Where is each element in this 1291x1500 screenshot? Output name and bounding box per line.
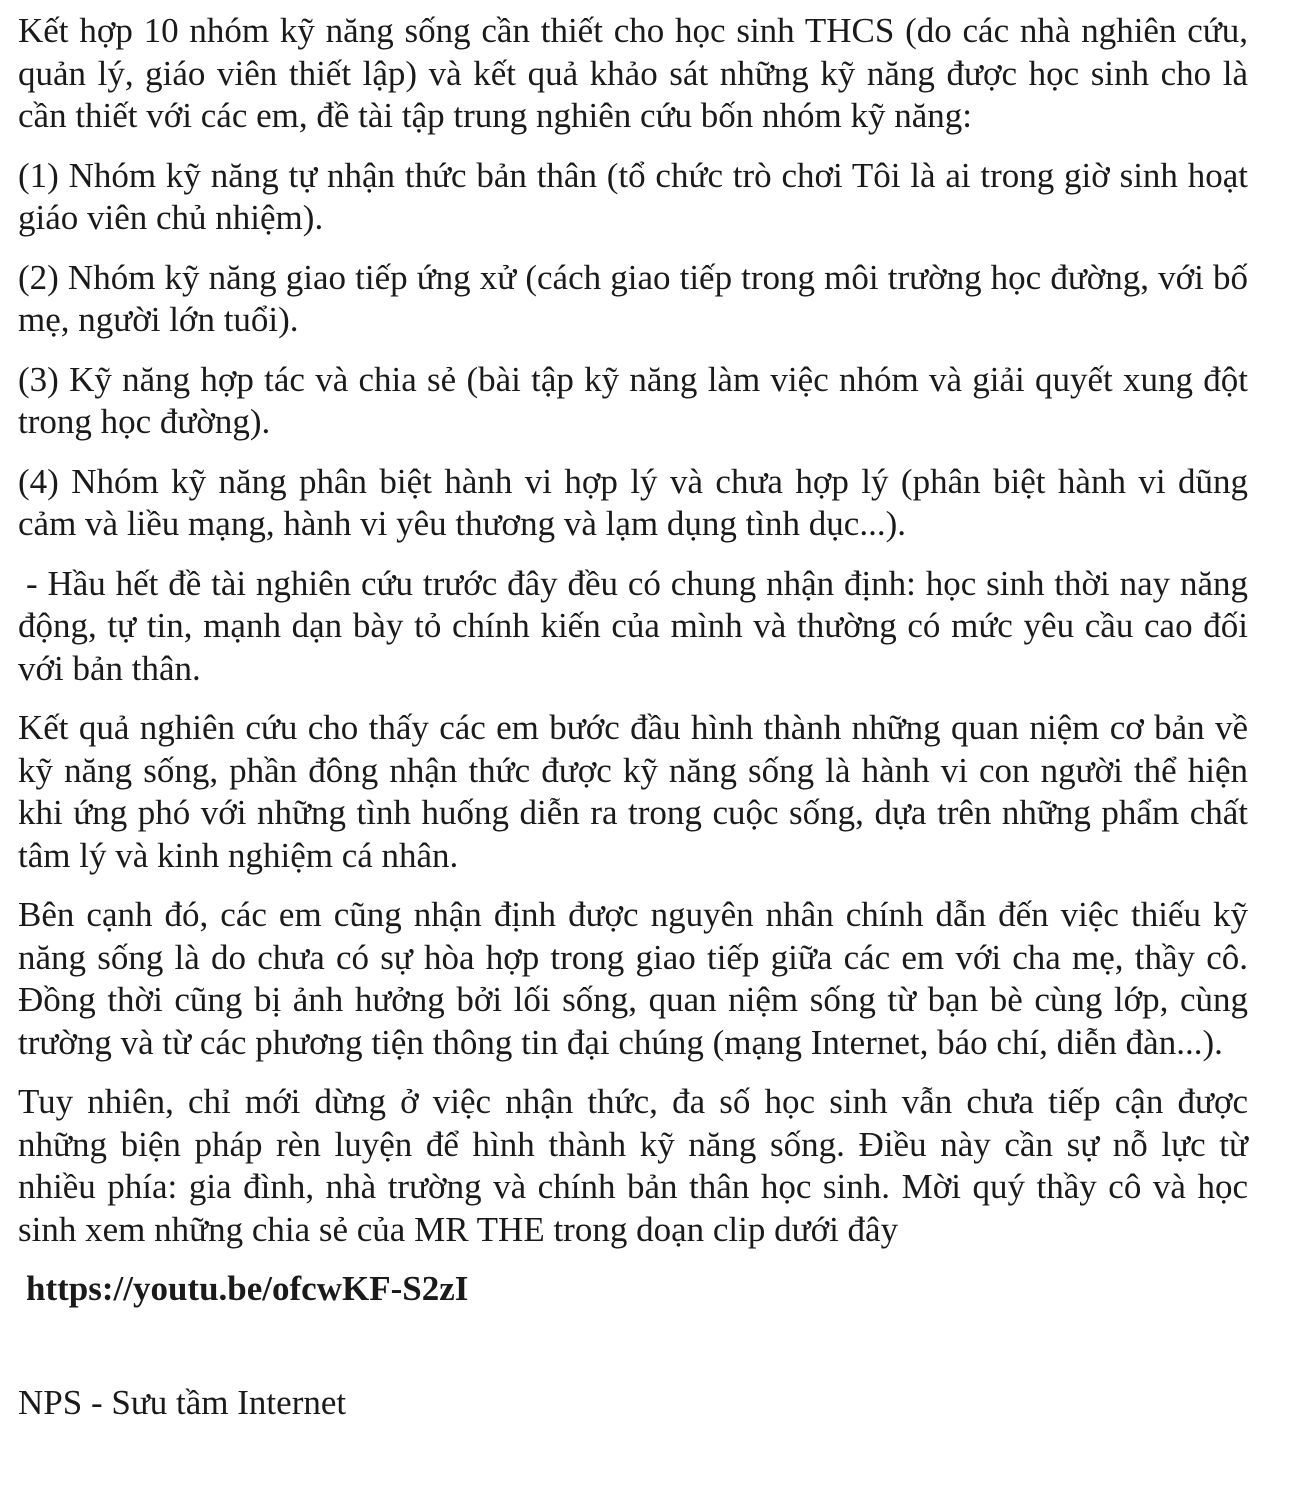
paragraph-skill-4: (4) Nhóm kỹ năng phân biệt hành vi hợp lý và chưa hợp lý (phân biệt hành vi dũng cảm và liều mạng, hành vi yêu thương và lạm dụng tình dục...). bbox=[18, 461, 1248, 543]
document-body bbox=[18, 10, 1248, 1424]
footer-source: NPS - Sưu tầm Internet bbox=[18, 1382, 347, 1422]
paragraph-skill-3: (3) Kỹ năng hợp tác và chia sẻ (bài tập kỹ năng làm việc nhóm và giải quyết xung đột trong học đường). bbox=[18, 359, 1248, 441]
paragraph-skill-1: (1) Nhóm kỹ năng tự nhận thức bản thân (tổ chức trò chơi Tôi là ai trong giờ sinh hoạt giáo viên chủ nhiệm). bbox=[18, 155, 1248, 237]
paragraph-conclusion: Tuy nhiên, chỉ mới dừng ở việc nhận thức, đa số học sinh vẫn chưa tiếp cận được những biện pháp rèn luyện để hình thành kỹ năng sống. Điều này cần sự nỗ lực từ nhiều phía: gia đình, nhà trường và chính bản thân học sinh. Mời quý thầy cô và học sinh xem những chia sẻ của MR THE trong doạn clip dưới đây bbox=[18, 1082, 1248, 1249]
paragraph-intro: Kết hợp 10 nhóm kỹ năng sống cần thiết cho học sinh THCS (do các nhà nghiên cứu, quản lý, giáo viên thiết lập) và kết quả khảo sát những kỹ năng được học sinh cho là cần thiết với các em, đề tài tập trung nghiên cứu bốn nhóm kỹ năng: bbox=[18, 11, 1248, 135]
paragraph-skill-2: (2) Nhóm kỹ năng giao tiếp ứng xử (cách giao tiếp trong môi trường học đường, với bố mẹ, người lớn tuổi). bbox=[18, 257, 1248, 339]
paragraph-prior-research: - Hầu hết đề tài nghiên cứu trước đây đều có chung nhận định: học sinh thời nay năng động, tự tin, mạnh dạn bày tỏ chính kiến của mình và thường có mức yêu cầu cao đối với bản thân. bbox=[18, 563, 1248, 688]
paragraph-findings: Kết quả nghiên cứu cho thấy các em bước đầu hình thành những quan niệm cơ bản về kỹ năng sống, phần đông nhận thức được kỹ năng sống là hành vi con người thể hiện khi ứng phó với những tình huống diễn ra trong cuộc sống, dựa trên những phẩm chất tâm lý và kinh nghiệm cá nhân. bbox=[18, 708, 1248, 875]
paragraph-causes: Bên cạnh đó, các em cũng nhận định được nguyên nhân chính dẫn đến việc thiếu kỹ năng sống là do chưa có sự hòa hợp trong giao tiếp giữa các em với cha mẹ, thầy cô. Đồng thời cũng bị ảnh hưởng bởi lối sống, quan niệm sống từ bạn bè cùng lớp, cùng trường và từ các phương tiện thông tin đại chúng (mạng Internet, báo chí, diễn đàn...). bbox=[18, 895, 1248, 1062]
video-link[interactable]: https://youtu.be/ofcwKF-S2zI bbox=[26, 1269, 469, 1308]
